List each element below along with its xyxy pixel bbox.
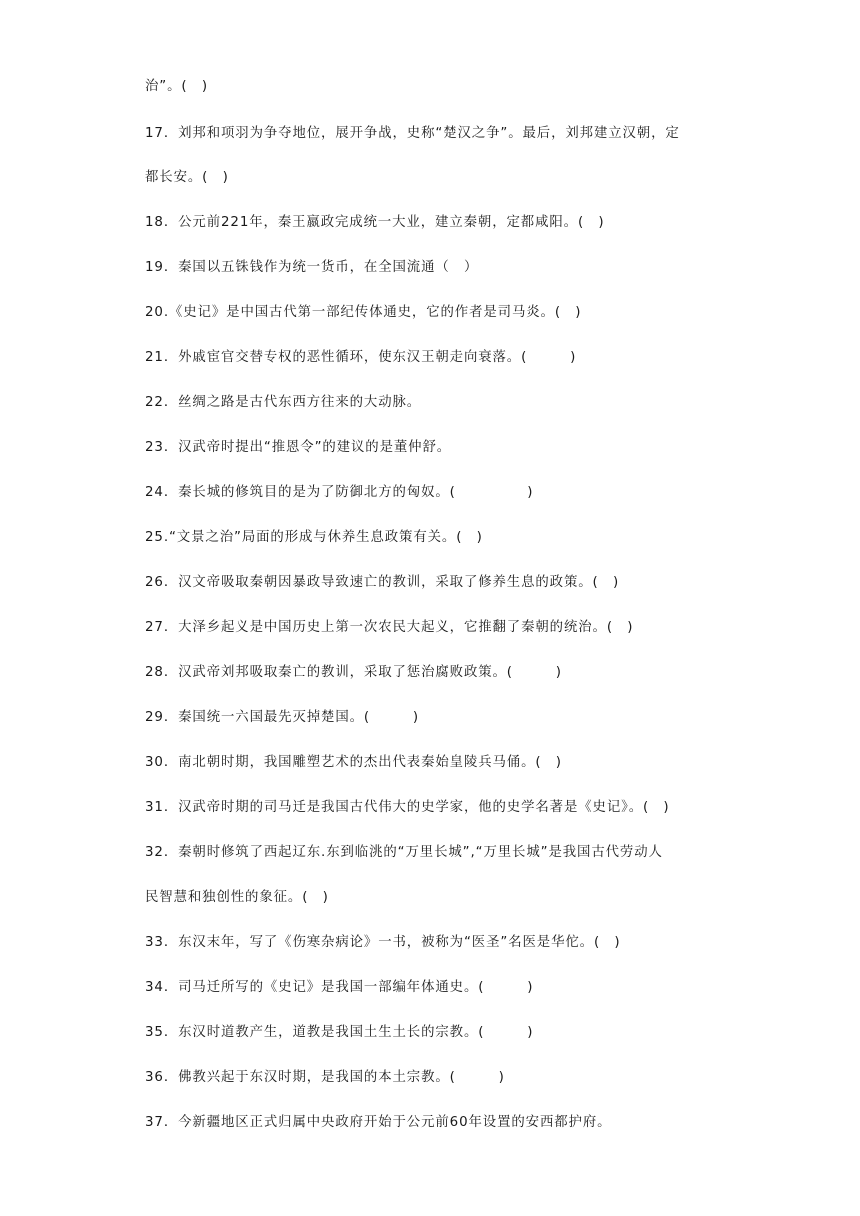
question-25: 25.“文景之治”局面的形成与休养生息政策有关。( ) [145, 530, 483, 545]
question-17-continuation: 都长安。( ) [145, 170, 229, 185]
question-34: 34．司马迁所写的《史记》是我国一部编年体通史。( ) [145, 980, 534, 995]
question-18: 18．公元前221年，秦王嬴政完成统一大业，建立秦朝，定都咸阳。( ) [145, 215, 605, 230]
question-20: 20.《史记》是中国古代第一部纪传体通史，它的作者是司马炎。( ) [145, 305, 582, 320]
question-21: 21．外戚宦官交替专权的恶性循环，使东汉王朝走向衰落。( ) [145, 350, 577, 365]
question-36: 36．佛教兴起于东汉时期，是我国的本土宗教。( ) [145, 1070, 505, 1085]
question-33: 33．东汉末年，写了《伤寒杂病论》一书，被称为“医圣”名医是华佗。( ) [145, 935, 621, 950]
question-24: 24．秦长城的修筑目的是为了防御北方的匈奴。( ) [145, 485, 534, 500]
question-26: 26．汉文帝吸取秦朝因暴政导致速亡的教训，采取了修养生息的政策。( ) [145, 575, 620, 590]
question-30: 30．南北朝时期，我国雕塑艺术的杰出代表秦始皇陵兵马俑。( ) [145, 755, 562, 770]
question-28: 28．汉武帝刘邦吸取秦亡的教训，采取了惩治腐败政策。( ) [145, 665, 562, 680]
question-32-continuation: 民智慧和独创性的象征。( ) [145, 890, 329, 905]
question-27: 27．大泽乡起义是中国历史上第一次农民大起义，它推翻了秦朝的统治。( ) [145, 620, 634, 635]
question-29: 29．秦国统一六国最先灭掉楚国。( ) [145, 710, 420, 725]
question-23: 23．汉武帝时提出“推恩令”的建议的是董仲舒。 [145, 440, 452, 455]
question-31: 31．汉武帝时期的司马迁是我国古代伟大的史学家，他的史学名著是《史记》。( ) [145, 800, 670, 815]
question-37: 37．今新疆地区正式归属中央政府开始于公元前60年设置的安西都护府。 [145, 1115, 612, 1130]
question-17: 17．刘邦和项羽为争夺地位，展开争战，史称“楚汉之争”。最后，刘邦建立汉朝，定 [145, 126, 680, 141]
question-16-continuation: 治”。( ) [145, 79, 208, 94]
question-32: 32．秦朝时修筑了西起辽东.东到临洮的“万里长城”,“万里长城”是我国古代劳动人 [145, 845, 663, 860]
question-22: 22．丝绸之路是古代东西方往来的大动脉。 [145, 395, 422, 410]
question-35: 35．东汉时道教产生，道教是我国土生土长的宗教。( ) [145, 1025, 534, 1040]
question-19: 19．秦国以五铢钱作为统一货币，在全国流通（ ） [145, 260, 479, 275]
